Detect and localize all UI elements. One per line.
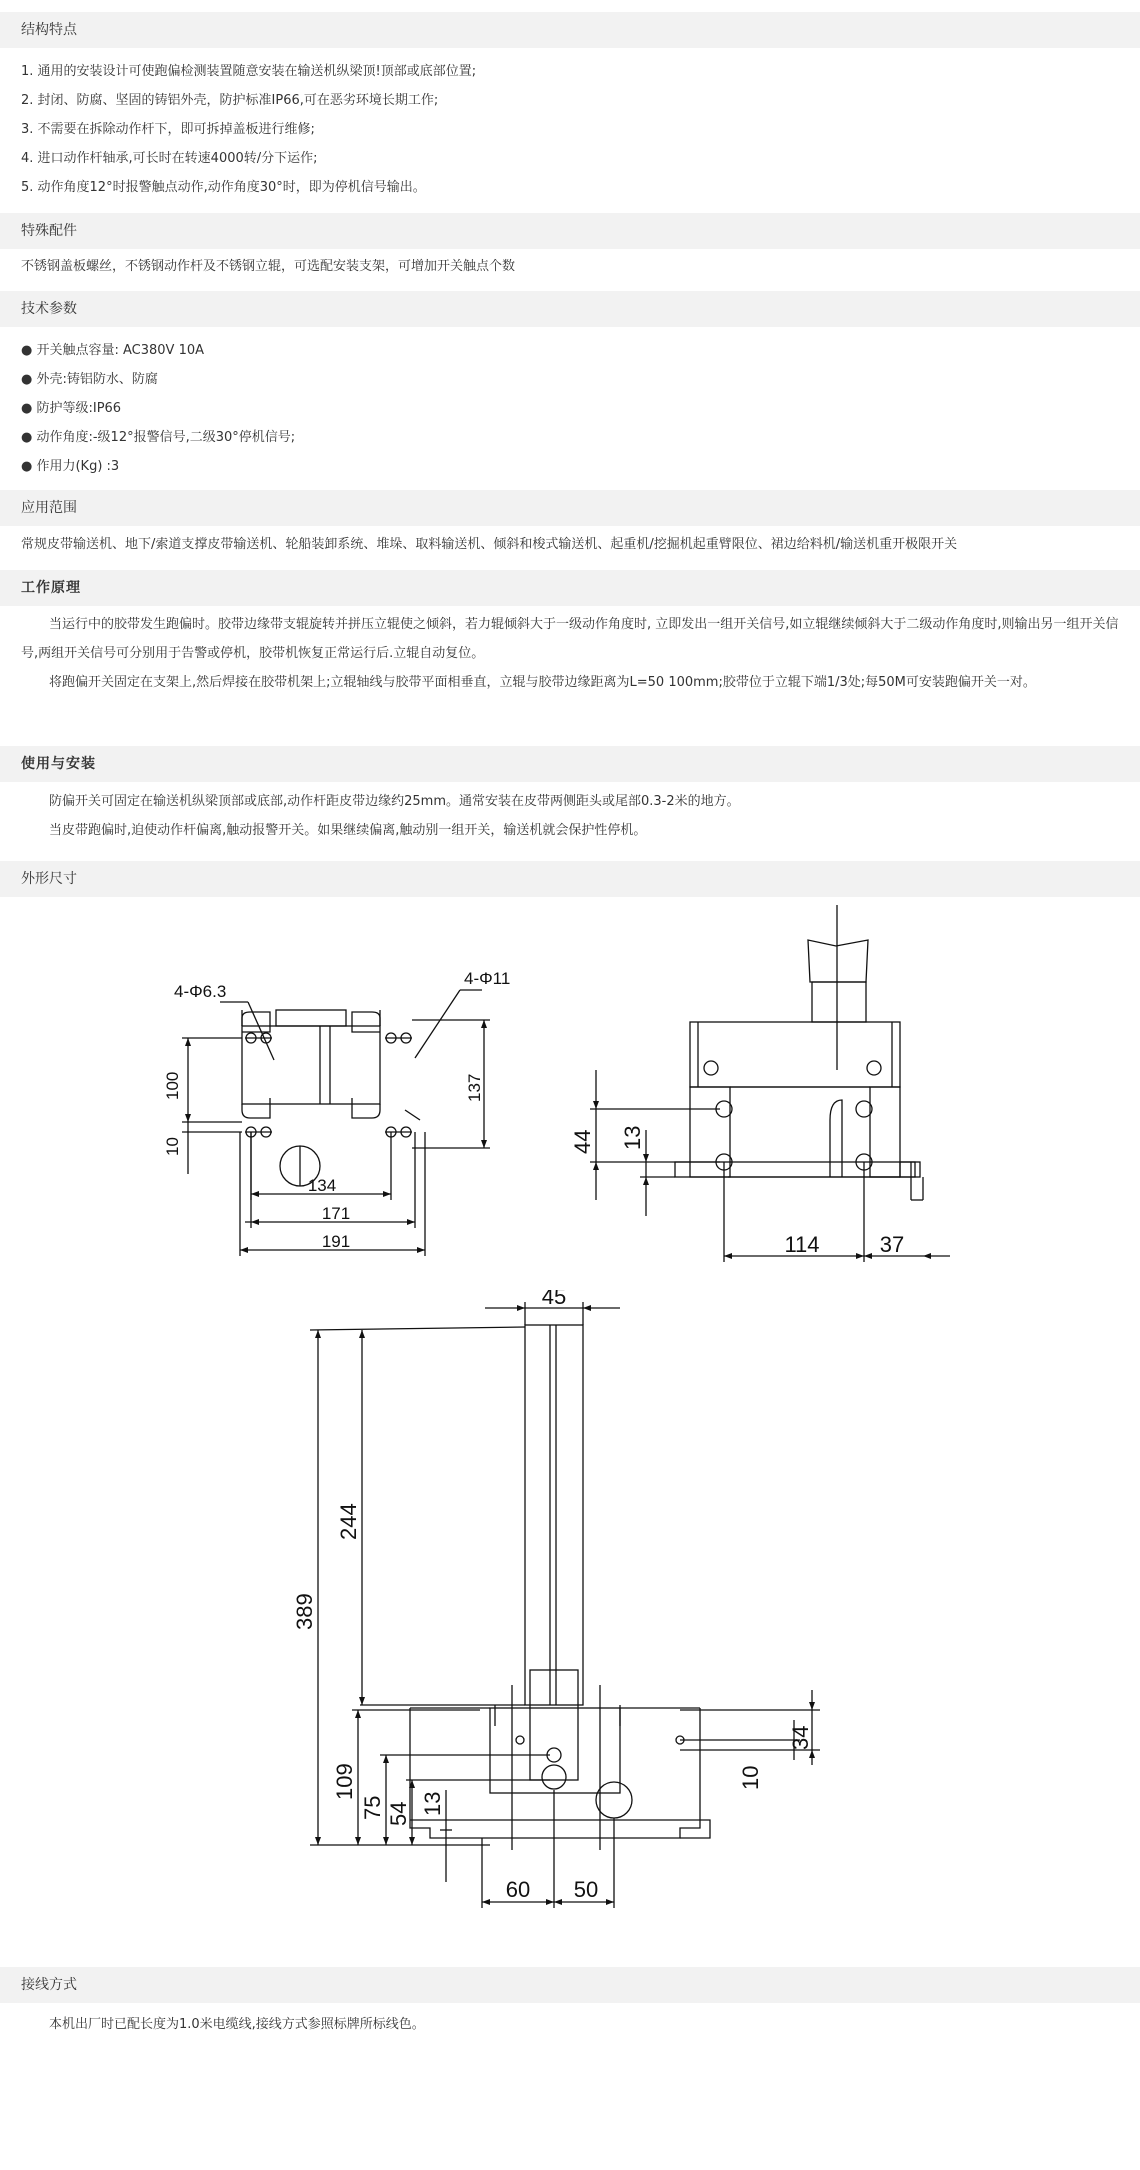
dim-label: 389	[292, 1593, 317, 1630]
list-item: 1. 通用的安装设计可使跑偏检测装置随意安装在输送机纵梁顶!顶部或底部位置;	[21, 64, 477, 79]
section-header-application	[0, 490, 1140, 526]
section-header-dimensions	[0, 861, 1140, 897]
dim-label: 171	[321, 1204, 351, 1223]
hole-small-label: 4-Φ6.3	[174, 982, 227, 1001]
side-view-drawing	[560, 900, 970, 1270]
spec-item: ● 作用力(Kg) :3	[21, 459, 120, 474]
spec-item: ● 防护等级:IP66	[21, 401, 122, 416]
dim-label: 109	[332, 1763, 357, 1800]
dim-label: 10	[738, 1765, 763, 1790]
dim-label: 37	[879, 1232, 905, 1257]
section-title: 结构特点	[21, 22, 77, 38]
section-title: 应用范围	[21, 500, 77, 516]
section-title: 特殊配件	[21, 223, 77, 239]
section-title: 接线方式	[21, 1977, 77, 1993]
application-text: 常规皮带输送机、地下/索道支撑皮带输送机、轮船装卸系统、堆垛、取料输送机、倾斜和梭式输送机、起重机/挖掘机起重臂限位、裙边给料机/输送机重开极限开关	[21, 537, 958, 552]
section-header-accessories	[0, 213, 1140, 249]
dim-label: 244	[336, 1503, 361, 1540]
section-header-principle	[0, 570, 1140, 606]
usage-line: 防偏开关可固定在输送机纵梁顶部或底部,动作杆距皮带边缘约25mm。通常安装在皮带两侧距头或尾部0.3-2米的地方。	[49, 794, 740, 809]
dim-label: 191	[321, 1232, 351, 1251]
dim-label: 100	[163, 1071, 182, 1100]
section-header-specs	[0, 291, 1140, 327]
section-title: 技术参数	[21, 301, 77, 317]
section-title: 外形尺寸	[21, 871, 77, 887]
dim-label: 13	[620, 1125, 645, 1150]
dim-label: 75	[360, 1795, 385, 1820]
list-item: 5. 动作角度12°时报警触点动作,动作角度30°时，即为停机信号输出。	[21, 180, 426, 195]
spec-item: ● 动作角度:-级12°报警信号,二级30°停机信号;	[21, 430, 296, 445]
section-header-structure	[0, 12, 1140, 48]
section-header-wiring	[0, 1967, 1140, 2003]
principle-body	[21, 610, 1121, 697]
dim-label: 114	[784, 1232, 820, 1257]
dim-label: 44	[570, 1129, 595, 1154]
dim-label: 50	[573, 1877, 599, 1902]
dim-label: 34	[788, 1725, 813, 1750]
front-view-drawing	[280, 1290, 840, 1940]
accessories-text: 不锈钢盖板螺丝，不锈钢动作杆及不锈钢立辊，可选配安装支架，可增加开关触点个数	[21, 259, 516, 274]
list-item: 2. 封闭、防腐、坚固的铸铝外壳，防护标准IP66,可在恶劣环境长期工作;	[21, 93, 439, 108]
list-item: 4. 进口动作杆轴承,可长时在转速4000转/分下运作;	[21, 151, 318, 166]
usage-line: 当皮带跑偏时,迫使动作杆偏离,触动报警开关。如果继续偏离,触动别一组开关，输送机就会保护性停机。	[49, 823, 647, 838]
section-header-usage	[0, 746, 1140, 782]
dim-label: 60	[505, 1877, 531, 1902]
dim-label: 10	[163, 1137, 182, 1156]
section-title: 使用与安装	[21, 756, 96, 772]
list-item: 3. 不需要在拆除动作杆下，即可拆掉盖板进行维修;	[21, 122, 315, 137]
paragraph: 当运行中的胶带发生跑偏时。胶带边缘带支辊旋转并拼压立辊使之倾斜，若力辊倾斜大于一级动作角度时, 立即发出一组开关信号,如立辊继续倾斜大于二级动作角度时,则输出另一组开关信号,两组开关信号可分别用于告警或停机，胶带机恢复正常运行后.立辊自动复位。	[21, 617, 1119, 661]
dim-label: 137	[465, 1073, 484, 1102]
dim-label: 54	[386, 1801, 411, 1826]
wiring-text: 本机出厂时已配长度为1.0米电缆线,接线方式参照标牌所标线色。	[49, 2017, 425, 2032]
dim-label: 45	[541, 1290, 567, 1309]
top-view-drawing	[150, 960, 520, 1270]
dim-label: 13	[420, 1791, 445, 1816]
paragraph: 将跑偏开关固定在支架上,然后焊接在胶带机架上;立辊轴线与胶带平面相垂直，立辊与胶带边缘距离为L=50 100mm;胶带位于立辊下端1/3处;每50M可安装跑偏开关一对。	[49, 675, 1036, 690]
section-title: 工作原理	[21, 580, 81, 596]
hole-large-label: 4-Φ11	[464, 969, 511, 988]
spec-item: ● 外壳:铸铝防水、防腐	[21, 372, 158, 387]
dim-label: 134	[307, 1176, 337, 1195]
spec-item: ● 开关触点容量: AC380V 10A	[21, 343, 205, 358]
